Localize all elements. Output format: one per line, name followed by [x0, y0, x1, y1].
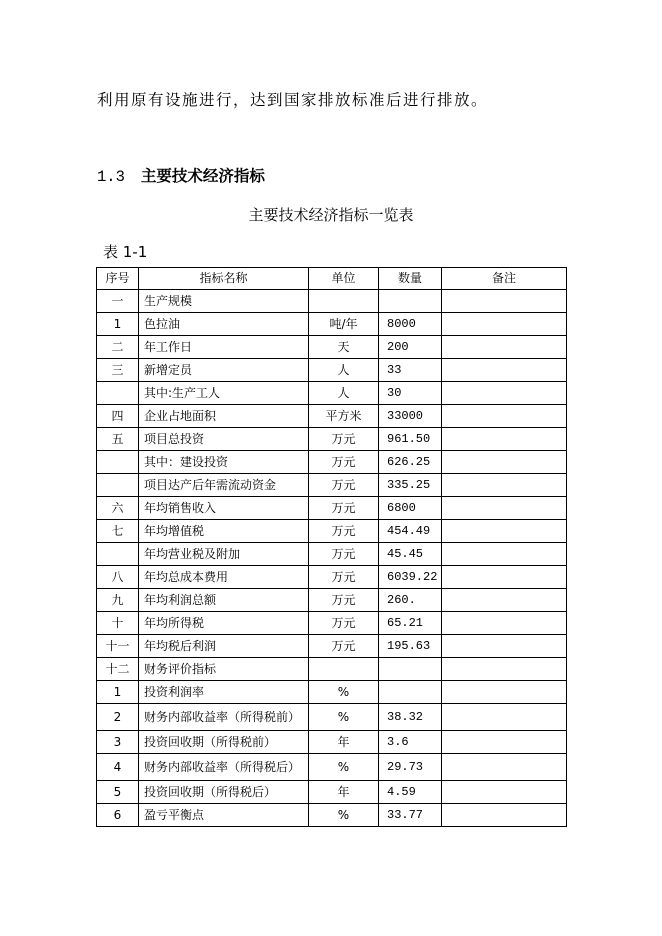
unit-cell — [309, 290, 379, 313]
table-title: 主要技术经济指标一览表 — [248, 206, 414, 224]
indicator-name: 年均销售收入 — [139, 497, 309, 520]
note-cell — [442, 731, 567, 754]
indicator-name: 年均总成本费用 — [139, 566, 309, 589]
quantity-cell: 33.77 — [379, 804, 442, 827]
row-number — [97, 474, 139, 497]
note-cell — [442, 428, 567, 451]
note-cell — [442, 704, 567, 731]
table-row — [97, 658, 567, 681]
indicator-name: 色拉油 — [139, 313, 309, 336]
section-title: 主要技术经济指标 — [140, 167, 265, 185]
table-header-row — [97, 268, 567, 290]
table-row — [97, 589, 567, 612]
unit-cell: 人 — [309, 359, 379, 382]
unit-cell: 平方米 — [309, 405, 379, 428]
quantity-cell: 33000 — [379, 405, 442, 428]
note-cell — [442, 336, 567, 359]
indicators-table-body — [97, 268, 567, 827]
note-cell — [442, 566, 567, 589]
unit-cell: 年 — [309, 781, 379, 804]
unit-cell: % — [309, 681, 379, 704]
table-row — [97, 359, 567, 382]
row-number — [97, 451, 139, 474]
note-cell — [442, 290, 567, 313]
quantity-cell: 65.21 — [379, 612, 442, 635]
indicator-name: 年均增值税 — [139, 520, 309, 543]
quantity-cell: 260. — [379, 589, 442, 612]
quantity-cell: 29.73 — [379, 754, 442, 781]
unit-cell: % — [309, 804, 379, 827]
column-header: 指标名称 — [139, 268, 309, 290]
note-cell — [442, 451, 567, 474]
quantity-cell: 30 — [379, 382, 442, 405]
table-row — [97, 754, 567, 781]
table-row — [97, 313, 567, 336]
table-row — [97, 405, 567, 428]
indicator-name: 其中：建设投资 — [139, 451, 309, 474]
indicator-name: 项目达产后年需流动资金 — [139, 474, 309, 497]
row-number: 八 — [97, 566, 139, 589]
indicators-table — [96, 267, 567, 827]
quantity-cell: 33 — [379, 359, 442, 382]
table-row — [97, 497, 567, 520]
row-number: 四 — [97, 405, 139, 428]
quantity-cell: 4.59 — [379, 781, 442, 804]
unit-cell: 万元 — [309, 451, 379, 474]
unit-cell: 天 — [309, 336, 379, 359]
indicator-name: 其中:生产工人 — [139, 382, 309, 405]
row-number — [97, 382, 139, 405]
quantity-cell: 200 — [379, 336, 442, 359]
indicator-name: 财务评价指标 — [139, 658, 309, 681]
quantity-cell: 6039.22 — [379, 566, 442, 589]
indicator-name: 投资回收期（所得税前） — [139, 731, 309, 754]
indicator-name: 年均所得税 — [139, 612, 309, 635]
indicator-name: 年工作日 — [139, 336, 309, 359]
note-cell — [442, 382, 567, 405]
indicator-name: 新增定员 — [139, 359, 309, 382]
row-number: 2 — [97, 704, 139, 731]
row-number: 3 — [97, 731, 139, 754]
unit-cell: 万元 — [309, 497, 379, 520]
indicator-name: 财务内部收益率（所得税后） — [139, 754, 309, 781]
column-header: 数量 — [379, 268, 442, 290]
indicator-name: 财务内部收益率（所得税前） — [139, 704, 309, 731]
indicator-name: 年均营业税及附加 — [139, 543, 309, 566]
quantity-cell: 3.6 — [379, 731, 442, 754]
indicator-name: 年均税后利润 — [139, 635, 309, 658]
row-number: 1 — [97, 681, 139, 704]
note-cell — [442, 781, 567, 804]
note-cell — [442, 681, 567, 704]
quantity-cell: 335.25 — [379, 474, 442, 497]
table-row — [97, 520, 567, 543]
quantity-cell: 45.45 — [379, 543, 442, 566]
quantity-cell — [379, 681, 442, 704]
unit-cell: 万元 — [309, 428, 379, 451]
table-row — [97, 781, 567, 804]
column-header: 单位 — [309, 268, 379, 290]
note-cell — [442, 754, 567, 781]
note-cell — [442, 589, 567, 612]
unit-cell: % — [309, 704, 379, 731]
table-row — [97, 635, 567, 658]
quantity-cell: 961.50 — [379, 428, 442, 451]
table-row — [97, 612, 567, 635]
table-row — [97, 681, 567, 704]
indicator-name: 投资回收期（所得税后） — [139, 781, 309, 804]
table-row — [97, 704, 567, 731]
unit-cell: 万元 — [309, 612, 379, 635]
quantity-cell — [379, 658, 442, 681]
quantity-cell: 195.63 — [379, 635, 442, 658]
table-row — [97, 731, 567, 754]
unit-cell: 吨/年 — [309, 313, 379, 336]
indicator-name: 年均利润总额 — [139, 589, 309, 612]
note-cell — [442, 520, 567, 543]
unit-cell: 人 — [309, 382, 379, 405]
table-number: 表 1-1 — [103, 243, 148, 261]
unit-cell: 年 — [309, 731, 379, 754]
row-number: 十 — [97, 612, 139, 635]
note-cell — [442, 543, 567, 566]
note-cell — [442, 612, 567, 635]
row-number: 十一 — [97, 635, 139, 658]
row-number: 1 — [97, 313, 139, 336]
row-number: 十二 — [97, 658, 139, 681]
table-row — [97, 474, 567, 497]
note-cell — [442, 635, 567, 658]
section-number: 1.3 — [97, 168, 125, 186]
row-number: 九 — [97, 589, 139, 612]
note-cell — [442, 313, 567, 336]
unit-cell: 万元 — [309, 635, 379, 658]
note-cell — [442, 804, 567, 827]
note-cell — [442, 497, 567, 520]
quantity-cell: 454.49 — [379, 520, 442, 543]
table-row — [97, 451, 567, 474]
body-paragraph: 利用原有设施进行，达到国家排放标准后进行排放。 — [97, 91, 489, 109]
quantity-cell: 8000 — [379, 313, 442, 336]
column-header: 备注 — [442, 268, 567, 290]
quantity-cell: 38.32 — [379, 704, 442, 731]
quantity-cell: 6800 — [379, 497, 442, 520]
row-number: 4 — [97, 754, 139, 781]
note-cell — [442, 474, 567, 497]
row-number: 七 — [97, 520, 139, 543]
unit-cell: 万元 — [309, 566, 379, 589]
row-number: 六 — [97, 497, 139, 520]
section-heading — [97, 164, 265, 186]
unit-cell: 万元 — [309, 543, 379, 566]
indicator-name: 投资利润率 — [139, 681, 309, 704]
unit-cell: 万元 — [309, 474, 379, 497]
row-number: 二 — [97, 336, 139, 359]
table-row — [97, 804, 567, 827]
note-cell — [442, 405, 567, 428]
row-number: 6 — [97, 804, 139, 827]
table-row — [97, 543, 567, 566]
note-cell — [442, 359, 567, 382]
column-header: 序号 — [97, 268, 139, 290]
unit-cell — [309, 658, 379, 681]
indicator-name: 项目总投资 — [139, 428, 309, 451]
table-row — [97, 382, 567, 405]
row-number: 五 — [97, 428, 139, 451]
row-number — [97, 543, 139, 566]
unit-cell: % — [309, 754, 379, 781]
table-row — [97, 428, 567, 451]
unit-cell: 万元 — [309, 589, 379, 612]
row-number: 5 — [97, 781, 139, 804]
note-cell — [442, 658, 567, 681]
table-row — [97, 336, 567, 359]
quantity-cell: 626.25 — [379, 451, 442, 474]
row-number: 一 — [97, 290, 139, 313]
indicator-name: 盈亏平衡点 — [139, 804, 309, 827]
indicator-name: 生产规模 — [139, 290, 309, 313]
quantity-cell — [379, 290, 442, 313]
unit-cell: 万元 — [309, 520, 379, 543]
table-row — [97, 290, 567, 313]
table-row — [97, 566, 567, 589]
indicator-name: 企业占地面积 — [139, 405, 309, 428]
row-number: 三 — [97, 359, 139, 382]
